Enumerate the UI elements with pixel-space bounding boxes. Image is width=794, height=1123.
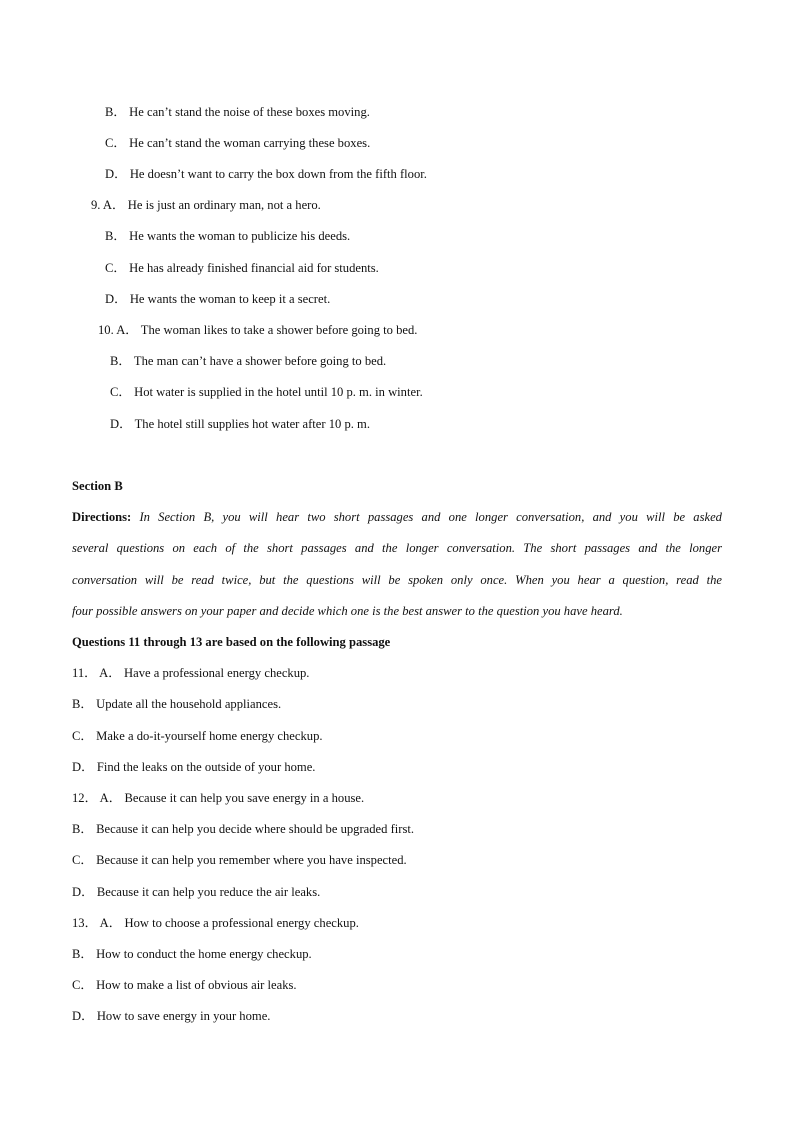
- q10-option-c: C． Hot water is supplied in the hotel until 10 p. m. in winter.: [110, 385, 423, 399]
- q9-option-a: 9. A． He is just an ordinary man, not a hero.: [91, 198, 321, 212]
- q12-option-d: D． Because it can help you reduce the air leaks.: [72, 885, 321, 899]
- q10-option-a: 10. A． The woman likes to take a shower before going to bed.: [98, 323, 418, 337]
- q8-option-c: C． He can’t stand the woman carrying these boxes.: [105, 136, 371, 150]
- q11-option-a: 11． A． Have a professional energy checkup.: [72, 666, 310, 680]
- section-b-title: Section B: [72, 479, 123, 493]
- directions-text: In Section B, you will hear two short passages and one longer conversation, and you will be asked: [139, 510, 722, 524]
- directions-line-2: several questions on each of the short passages and the longer conversation. The short passages and the longer: [72, 541, 722, 555]
- q9-option-b: B． He wants the woman to publicize his deeds.: [105, 229, 351, 243]
- q9-option-c: C． He has already finished financial aid for students.: [105, 261, 379, 275]
- q13-option-d: D． How to save energy in your home.: [72, 1009, 271, 1023]
- q11-option-c: C． Make a do-it-yourself home energy checkup.: [72, 729, 323, 743]
- q13-option-a: 13． A． How to choose a professional energy checkup.: [72, 916, 359, 930]
- q8-option-d: D． He doesn’t want to carry the box down from the fifth floor.: [105, 167, 427, 181]
- directions-line-3: conversation will be read twice, but the questions will be spoken only once. When you hear a question, read the: [72, 573, 722, 587]
- q11-option-b: B． Update all the household appliances.: [72, 697, 282, 711]
- directions-line-4: four possible answers on your paper and decide which one is the best answer to the question you have heard.: [72, 604, 623, 618]
- q12-option-c: C． Because it can help you remember where you have inspected.: [72, 853, 407, 867]
- q11-option-d: D． Find the leaks on the outside of your home.: [72, 760, 316, 774]
- q9-option-d: D． He wants the woman to keep it a secret.: [105, 292, 331, 306]
- directions-line-1: [72, 509, 722, 525]
- q12-option-b: B． Because it can help you decide where should be upgraded first.: [72, 822, 415, 836]
- directions-label: Directions:: [72, 510, 132, 524]
- q10-option-b: B． The man can’t have a shower before going to bed.: [110, 354, 387, 368]
- q8-option-b: B． He can’t stand the noise of these boxes moving.: [105, 105, 370, 119]
- q13-option-b: B． How to conduct the home energy checkup.: [72, 947, 312, 961]
- passage-header: Questions 11 through 13 are based on the following passage: [72, 635, 391, 649]
- q13-option-c: C． How to make a list of obvious air leaks.: [72, 978, 297, 992]
- q12-option-a: 12． A． Because it can help you save energy in a house.: [72, 791, 365, 805]
- q10-option-d: D． The hotel still supplies hot water after 10 p. m.: [110, 417, 370, 431]
